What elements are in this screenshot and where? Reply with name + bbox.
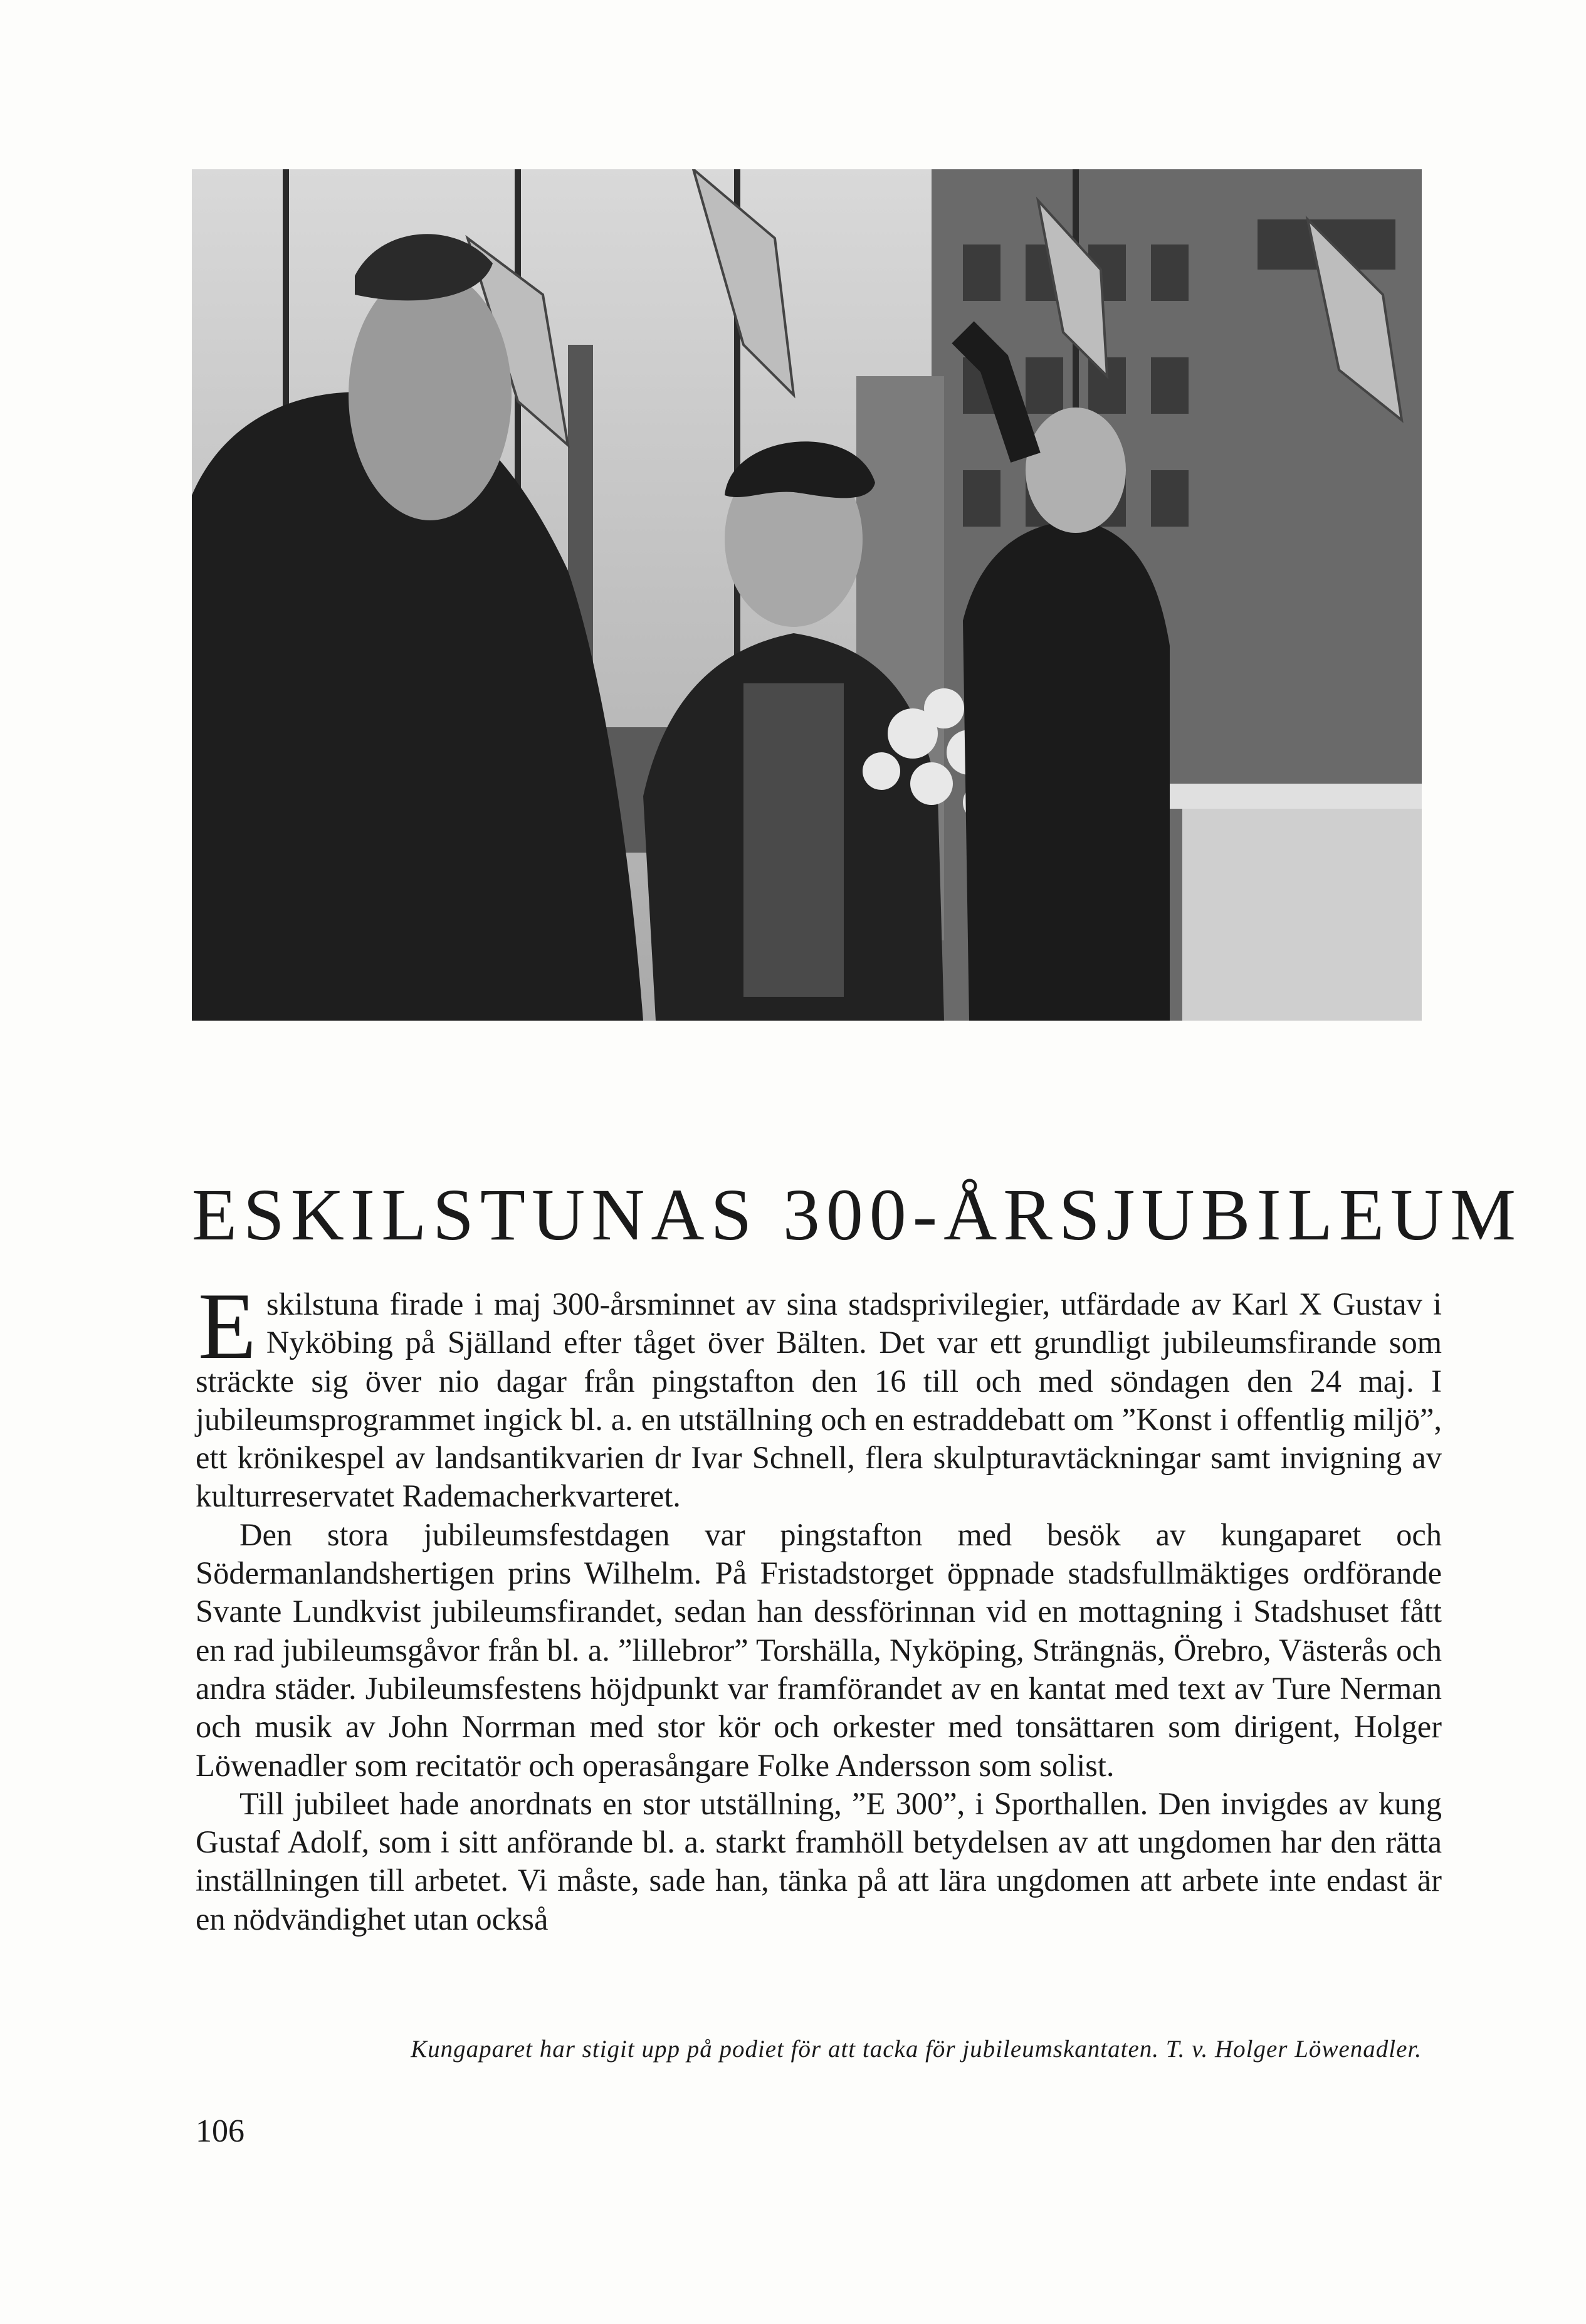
article-title: ESKILSTUNAS 300-ÅRSJUBILEUM: [192, 1174, 1523, 1256]
paragraph-1: [196, 1273, 1442, 1516]
paragraph-3: Till jubileet hade anordnats en stor utställning, ”E 300”, i Sporthallen. Den invigdes av kung Gustaf Adolf, som i sitt anförande bl. a. starkt framhöll betydelsen av att ungdomen har den rätta inställningen till arbetet. Vi måste, sade han, tänka på att lära ungdomen att arbete inte endast är en nödvändighet utan också: [196, 1785, 1442, 1937]
page-number: 106: [196, 2113, 244, 2149]
article-body: [196, 1273, 1442, 1938]
news-photograph: [192, 169, 1422, 1021]
drop-cap: E: [198, 1273, 256, 1379]
photograph-illustration: [192, 169, 1422, 1021]
photo-caption: Kungaparet har stigit upp på podiet för att tacka för jubileumskantaten. T. v. Holger Löwenadler.: [411, 2036, 1422, 2063]
paragraph-2: Den stora jubileumsfestdagen var pingstafton med besök av kungaparet och Södermanlandshertigen prins Wilhelm. På Fristadstorget öppnade stadsfullmäktiges ordförande Svante Lundkvist jubileumsfirandet, sedan han dessförinnan vid en mottagning i Stadshuset fått en rad jubileumsgåvor från bl. a. ”lillebror” Torshälla, Nyköping, Strängnäs, Örebro, Västerås och andra städer. Jubileumsfestens höjdpunkt var framförandet av en kantat med text av Ture Nerman och musik av John Norrman med stor kör och orkester med tonsättaren som dirigent, Holger Löwenadler som recitatör och operasångare Folke Andersson som solist.: [196, 1517, 1442, 1783]
paragraph-1-text: skilstuna firade i maj 300-årsminnet av sina stadsprivilegier, utfärdade av Karl X Gustav i Nyköbing på Själland efter tåget över Bälten. Det var ett grundligt jubileumsfirande som sträckte sig över nio dagar från pingstafton den 16 till och med söndagen den 24 maj. I jubileumsprogrammet ingick bl. a. en utställning och en estraddebatt om ”Konst i offentlig miljö”, ett krönikespel av landsantikvarien dr Ivar Schnell, flera skulpturavtäckningar samt invigning av kulturreservatet Rademacherkvarteret.: [196, 1286, 1442, 1514]
